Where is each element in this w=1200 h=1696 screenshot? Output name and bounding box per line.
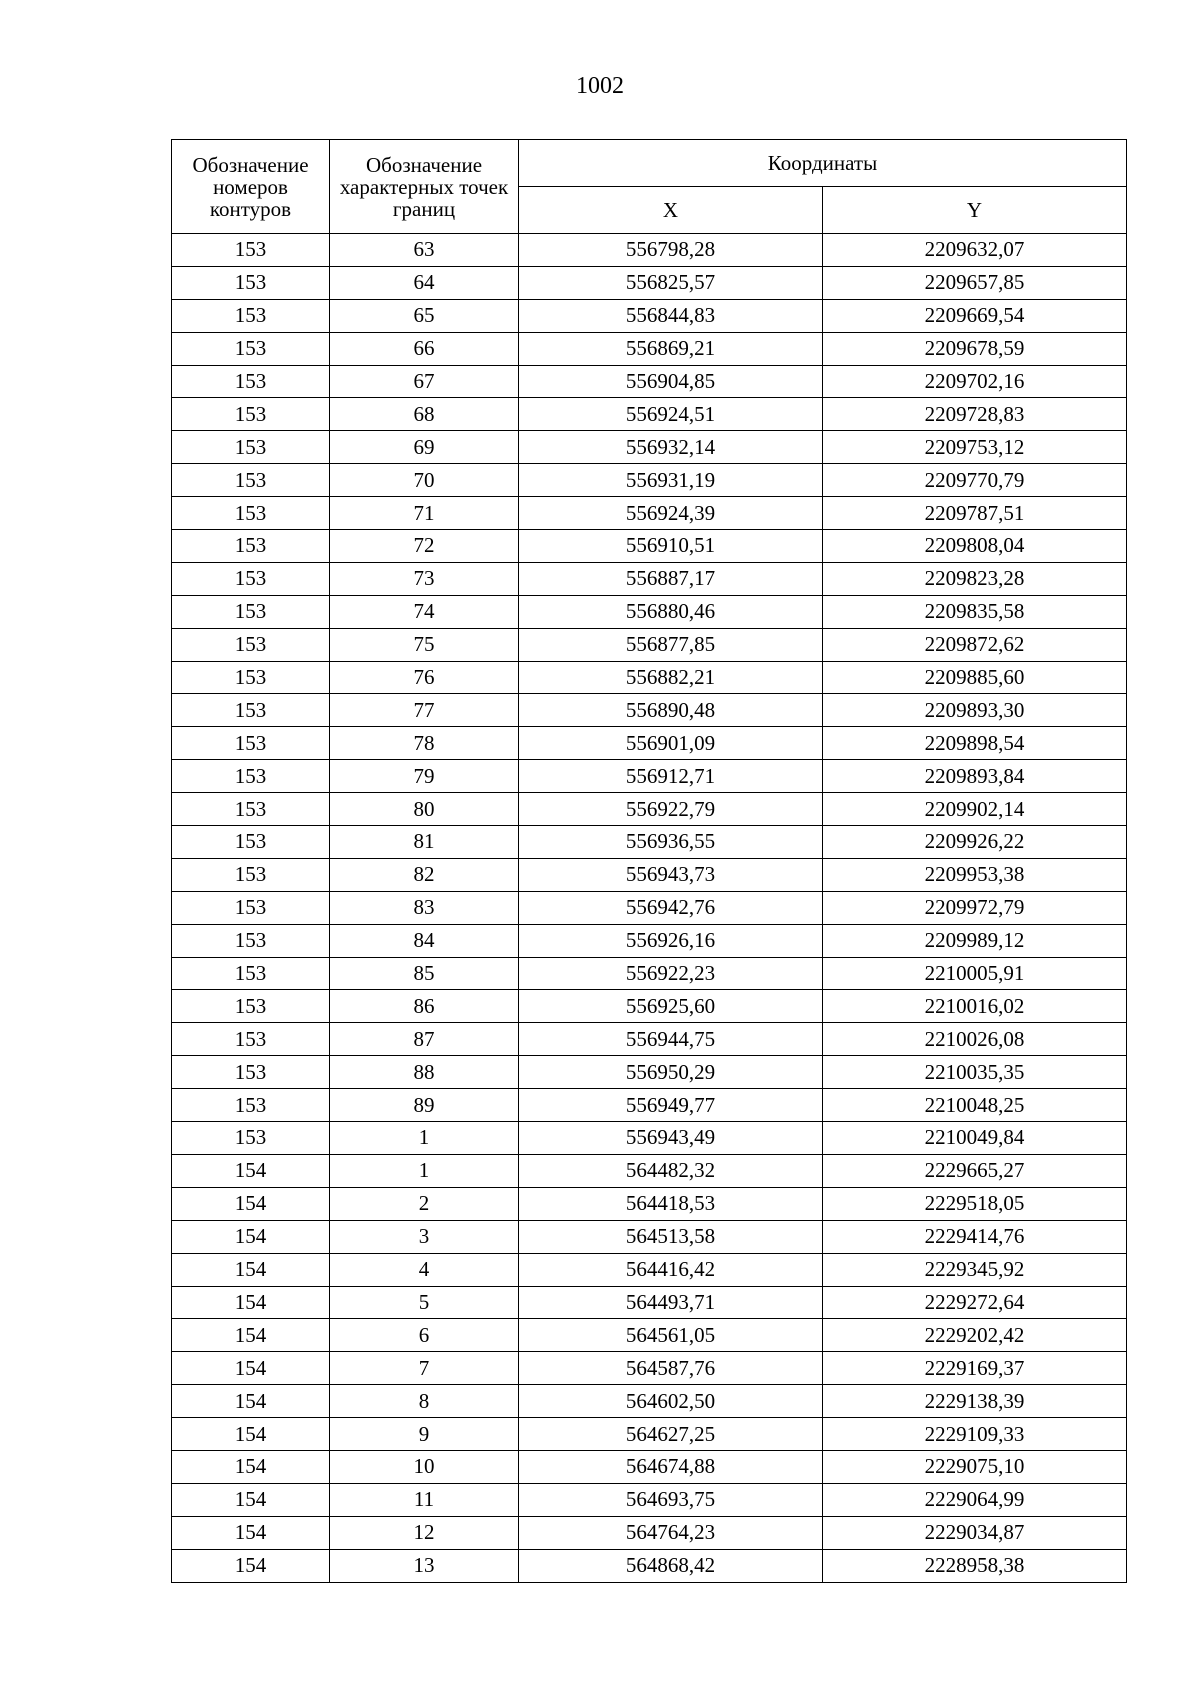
table-row [172,398,1127,431]
cell-x: 564674,88 [519,1450,823,1483]
cell-y: 2229169,37 [823,1352,1127,1385]
cell-x: 564764,23 [519,1516,823,1549]
cell-x: 556869,21 [519,332,823,365]
cell-x: 564513,58 [519,1220,823,1253]
cell-x: 564587,76 [519,1352,823,1385]
table-row [172,694,1127,727]
cell-y: 2209753,12 [823,431,1127,464]
cell-y: 2209898,54 [823,727,1127,760]
cell-y: 2209669,54 [823,299,1127,332]
cell-point: 86 [330,990,519,1023]
cell-point: 78 [330,727,519,760]
table-header [172,140,1127,234]
cell-x: 564627,25 [519,1418,823,1451]
cell-x: 564482,32 [519,1154,823,1187]
table-row [172,1418,1127,1451]
cell-point: 12 [330,1516,519,1549]
cell-point: 13 [330,1549,519,1582]
cell-y: 2209893,84 [823,760,1127,793]
cell-point: 6 [330,1319,519,1352]
table-row [172,924,1127,957]
cell-x: 564602,50 [519,1385,823,1418]
cell-y: 2229345,92 [823,1253,1127,1286]
cell-y: 2209657,85 [823,266,1127,299]
cell-x: 564418,53 [519,1187,823,1220]
cell-point: 89 [330,1089,519,1122]
cell-point: 77 [330,694,519,727]
cell-contour: 154 [172,1220,330,1253]
cell-point: 1 [330,1154,519,1187]
cell-x: 556931,19 [519,464,823,497]
header-x: X [519,187,823,234]
table-row [172,1089,1127,1122]
cell-contour: 154 [172,1253,330,1286]
cell-contour: 154 [172,1286,330,1319]
cell-x: 556798,28 [519,234,823,267]
table-row [172,365,1127,398]
cell-contour: 153 [172,858,330,891]
table-row [172,234,1127,267]
cell-y: 2229272,64 [823,1286,1127,1319]
cell-x: 556922,23 [519,957,823,990]
cell-contour: 153 [172,1023,330,1056]
cell-contour: 154 [172,1187,330,1220]
cell-y: 2210035,35 [823,1056,1127,1089]
cell-y: 2210049,84 [823,1122,1127,1155]
cell-y: 2229064,99 [823,1483,1127,1516]
cell-point: 11 [330,1483,519,1516]
table-row [172,1286,1127,1319]
table-row [172,530,1127,563]
cell-y: 2229034,87 [823,1516,1127,1549]
cell-point: 80 [330,793,519,826]
cell-y: 2210016,02 [823,990,1127,1023]
cell-y: 2209902,14 [823,793,1127,826]
table-row [172,1187,1127,1220]
cell-x: 556932,14 [519,431,823,464]
cell-y: 2209872,62 [823,628,1127,661]
table-row [172,431,1127,464]
cell-y: 2209835,58 [823,595,1127,628]
cell-contour: 153 [172,891,330,924]
cell-y: 2229075,10 [823,1450,1127,1483]
cell-x: 556901,09 [519,727,823,760]
cell-x: 556949,77 [519,1089,823,1122]
cell-contour: 153 [172,957,330,990]
table-body [172,234,1127,1583]
cell-contour: 153 [172,530,330,563]
cell-x: 556925,60 [519,990,823,1023]
cell-y: 2210026,08 [823,1023,1127,1056]
cell-contour: 153 [172,595,330,628]
header-coordinates: Координаты [519,140,1127,187]
cell-x: 564416,42 [519,1253,823,1286]
cell-contour: 154 [172,1319,330,1352]
cell-contour: 153 [172,760,330,793]
table-row [172,1352,1127,1385]
cell-y: 2209893,30 [823,694,1127,727]
table-row [172,1253,1127,1286]
table-row [172,858,1127,891]
cell-contour: 153 [172,299,330,332]
cell-x: 556912,71 [519,760,823,793]
page-number: 1002 [576,73,624,99]
cell-x: 556844,83 [519,299,823,332]
cell-point: 74 [330,595,519,628]
cell-y: 2209702,16 [823,365,1127,398]
cell-x: 556926,16 [519,924,823,957]
cell-y: 2229109,33 [823,1418,1127,1451]
cell-point: 1 [330,1122,519,1155]
table-row [172,1516,1127,1549]
cell-point: 83 [330,891,519,924]
table-row [172,1056,1127,1089]
cell-contour: 153 [172,628,330,661]
cell-contour: 153 [172,266,330,299]
table-row [172,793,1127,826]
table-row [172,1319,1127,1352]
cell-contour: 154 [172,1418,330,1451]
cell-point: 7 [330,1352,519,1385]
cell-point: 4 [330,1253,519,1286]
cell-contour: 153 [172,826,330,859]
cell-contour: 154 [172,1385,330,1418]
cell-point: 88 [330,1056,519,1089]
cell-contour: 153 [172,464,330,497]
cell-y: 2229202,42 [823,1319,1127,1352]
cell-x: 564561,05 [519,1319,823,1352]
cell-y: 2229518,05 [823,1187,1127,1220]
cell-point: 5 [330,1286,519,1319]
cell-x: 556887,17 [519,562,823,595]
cell-contour: 153 [172,497,330,530]
cell-contour: 153 [172,332,330,365]
cell-point: 66 [330,332,519,365]
header-boundary-points: Обозначение характерных точек границ [330,140,519,234]
cell-point: 71 [330,497,519,530]
cell-x: 556942,76 [519,891,823,924]
table-row [172,1154,1127,1187]
cell-y: 2209808,04 [823,530,1127,563]
cell-y: 2228958,38 [823,1549,1127,1582]
cell-contour: 153 [172,727,330,760]
table-row [172,628,1127,661]
table-row [172,760,1127,793]
cell-point: 65 [330,299,519,332]
cell-point: 82 [330,858,519,891]
cell-x: 556880,46 [519,595,823,628]
cell-contour: 154 [172,1549,330,1582]
table-row [172,990,1127,1023]
cell-point: 64 [330,266,519,299]
header-contour-numbers: Обозначение номеров контуров [172,140,330,234]
cell-x: 556943,73 [519,858,823,891]
cell-x: 556936,55 [519,826,823,859]
table-row [172,1023,1127,1056]
cell-contour: 153 [172,431,330,464]
cell-point: 8 [330,1385,519,1418]
cell-point: 84 [330,924,519,957]
cell-x: 556943,49 [519,1122,823,1155]
cell-contour: 153 [172,793,330,826]
cell-point: 2 [330,1187,519,1220]
cell-point: 67 [330,365,519,398]
table-row [172,1549,1127,1582]
cell-point: 72 [330,530,519,563]
cell-contour: 154 [172,1450,330,1483]
cell-point: 73 [330,562,519,595]
cell-y: 2210048,25 [823,1089,1127,1122]
cell-x: 556922,79 [519,793,823,826]
cell-y: 2229665,27 [823,1154,1127,1187]
table-row [172,1220,1127,1253]
table-row [172,1483,1127,1516]
cell-contour: 153 [172,234,330,267]
cell-x: 556910,51 [519,530,823,563]
cell-y: 2209823,28 [823,562,1127,595]
cell-point: 3 [330,1220,519,1253]
cell-contour: 153 [172,1089,330,1122]
cell-x: 556904,85 [519,365,823,398]
cell-x: 556825,57 [519,266,823,299]
cell-x: 564868,42 [519,1549,823,1582]
cell-point: 87 [330,1023,519,1056]
cell-contour: 153 [172,694,330,727]
cell-y: 2209678,59 [823,332,1127,365]
cell-x: 564493,71 [519,1286,823,1319]
table-row [172,661,1127,694]
cell-x: 556877,85 [519,628,823,661]
cell-y: 2209728,83 [823,398,1127,431]
coordinates-table [171,139,1127,1583]
cell-point: 79 [330,760,519,793]
cell-x: 556950,29 [519,1056,823,1089]
cell-y: 2209885,60 [823,661,1127,694]
table-row [172,464,1127,497]
table-row [172,957,1127,990]
table-row [172,1385,1127,1418]
cell-point: 70 [330,464,519,497]
cell-contour: 153 [172,562,330,595]
cell-y: 2209953,38 [823,858,1127,891]
cell-contour: 153 [172,1056,330,1089]
cell-y: 2209926,22 [823,826,1127,859]
cell-x: 556924,39 [519,497,823,530]
cell-point: 76 [330,661,519,694]
cell-contour: 154 [172,1483,330,1516]
cell-y: 2210005,91 [823,957,1127,990]
cell-contour: 153 [172,990,330,1023]
cell-point: 69 [330,431,519,464]
cell-contour: 154 [172,1154,330,1187]
table-row [172,332,1127,365]
cell-contour: 153 [172,365,330,398]
cell-contour: 153 [172,661,330,694]
cell-point: 68 [330,398,519,431]
cell-x: 556890,48 [519,694,823,727]
table-row [172,562,1127,595]
cell-y: 2209989,12 [823,924,1127,957]
table-row [172,891,1127,924]
table-row [172,1122,1127,1155]
cell-y: 2209787,51 [823,497,1127,530]
table-row [172,595,1127,628]
cell-point: 63 [330,234,519,267]
cell-y: 2229138,39 [823,1385,1127,1418]
cell-point: 81 [330,826,519,859]
cell-y: 2209972,79 [823,891,1127,924]
table-row [172,266,1127,299]
cell-y: 2209632,07 [823,234,1127,267]
table-row [172,299,1127,332]
cell-point: 9 [330,1418,519,1451]
table-row [172,497,1127,530]
header-row [172,140,1127,187]
cell-contour: 153 [172,1122,330,1155]
cell-contour: 153 [172,924,330,957]
cell-x: 556924,51 [519,398,823,431]
cell-contour: 154 [172,1352,330,1385]
cell-contour: 153 [172,398,330,431]
cell-y: 2209770,79 [823,464,1127,497]
cell-contour: 154 [172,1516,330,1549]
cell-x: 556882,21 [519,661,823,694]
table-row [172,727,1127,760]
cell-x: 556944,75 [519,1023,823,1056]
cell-point: 85 [330,957,519,990]
table-row [172,826,1127,859]
cell-y: 2229414,76 [823,1220,1127,1253]
cell-x: 564693,75 [519,1483,823,1516]
header-y: Y [823,187,1127,234]
cell-point: 10 [330,1450,519,1483]
cell-point: 75 [330,628,519,661]
table-row [172,1450,1127,1483]
